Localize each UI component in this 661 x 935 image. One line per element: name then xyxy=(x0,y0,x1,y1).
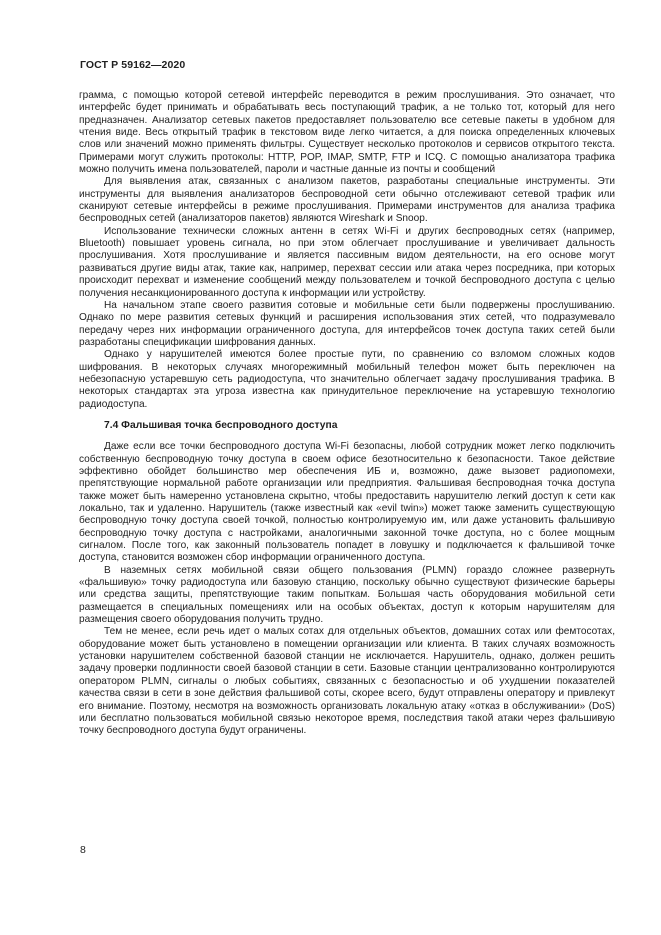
paragraph: Для выявления атак, связанных с анализом пакетов, разработаны специальные инструменты. Эти инструменты для выявления анализаторов беспроводной сети обычно отслеживают сетевой трафик или сканируют сетевые интерфейсы в режиме прослушивания. Примерами инструментов для анализа трафика беспроводных сетей (анализаторов пакетов) являются Wireshark и Snoop. xyxy=(79,176,615,225)
paragraph: Тем не менее, если речь идет о малых сотах для отдельных объектов, домашних сотах или фемтосотах, оборудование может быть установлено в помещении организации или клиента. В таких случаях возможность установки нарушителем собственной базовой станции не исключается. Нарушитель, однако, должен решить задачу проверки подлинности своей базовой станции в сети. Базовые станции централизованно контролируются оператором PLMN, сигналы о любых событиях, связанных с безопасностью и об ухудшении показателей качества связи в сети в зоне действия фальшивой соты, скорее всего, будут отправлены оператору и привлекут его внимание. Поэтому, несмотря на возможность организовать локальную атаку «отказ в обслуживании» (DoS) или бесплатно пользоваться мобильной связью некоторое время, последствия такой атаки через фальшивую точку беспроводного доступа будут ограничены. xyxy=(79,626,615,737)
paragraph: Даже если все точки беспроводного доступа Wi-Fi безопасны, любой сотрудник может легко подключить собственную беспроводную точку доступа в своем офисе безотносительно к безопасности. Такое действие эффективно обойдет большинство мер обеспечения ИБ и, возможно, даже вызовет радиопомехи, препятствующие нормальной работе организации или предприятия. Фальшивая беспроводная точка доступа также может быть намеренно установлена скрытно, чтобы предоставить нарушителю легкий доступ к сети как локально, так и удаленно. Нарушитель (также известный как «evil twin») может также заменить существующую беспроводную точку доступа своей точкой, полностью контролируемую им, или даже установить фальшивую беспроводную точку доступа с настройками, аналогичными законной точке доступа, но с более мощным сигналом. После того, как законный пользователь попадет в ловушку и подключается к фальшивой точке доступа, становится возможен сбор информации ограниченного доступа. xyxy=(79,441,615,564)
main-content xyxy=(79,90,615,738)
page-number: 8 xyxy=(80,844,86,856)
section-heading: 7.4 Фальшивая точка беспроводного доступа xyxy=(104,419,338,431)
paragraph: Однако у нарушителей имеются более простые пути, по сравнению со взломом сложных кодов шифрования. В некоторых случаях многорежимный мобильный телефон может быть переключен на небезопасную устаревшую сеть радиодоступа, что значительно облегчает задачу прослушивания трафика. В некоторых стандартах эта угроза известна как принудительное переключение на устаревшую технологию радиодоступа. xyxy=(79,349,615,410)
paragraph: Использование технически сложных антенн в сетях Wi-Fi и других беспроводных сетях (например, Bluetooth) повышает уровень сигнала, но при этом облегчает прослушивание и увеличивает дальность прослушивания. Хотя прослушивание и является пассивным видом деятельности, на его основе могут развиваться другие виды атак, такие как, например, перехват сессии или атака через посредника, при которых происходит перехват и изменение сообщений между пользователем и точкой беспроводного доступа с целью получения несанкционированного доступа к информации или устройству. xyxy=(79,225,615,299)
paragraph: На начальном этапе своего развития сотовые и мобильные сети были подвержены прослушиванию. Однако по мере развития сетевых функций и расширения использования этих сетей, что подразумевало передачу через них информации ограниченного доступа, для интерфейсов точек доступа таких сетей были разработаны спецификации шифрования данных. xyxy=(79,299,615,348)
standard-header: ГОСТ Р 59162—2020 xyxy=(80,59,186,71)
paragraph-continued: грамма, с помощью которой сетевой интерфейс переводится в режим прослушивания. Это означает, что интерфейс будет принимать и обрабатывать весь поступающий трафик, а не только тот, который для него предназначен. Анализатор сетевых пакетов предоставляет пользователю все сетевые пакеты в удобном для чтения виде. Весь открытый трафик в текстовом виде легко читается, а для поиска определенных ключевых слов или значений можно применять фильтры. Существует несколько протоколов и сервисов открытого текста. Примерами могут служить протоколы: HTTP, POP, IMAP, SMTP, FTP и ICQ. С помощью анализатора трафика можно получить имена пользователей, пароли и частные данные из почты и сообщений xyxy=(79,90,615,176)
paragraph: В наземных сетях мобильной связи общего пользования (PLMN) гораздо сложнее развернуть «фальшивую» точку радиодоступа или базовую станцию, поскольку обычно существуют физические барьеры или средства защиты, препятствующие таким попыткам. Большая часть оборудования мобильной сети размещается в специальных помещениях или на особых объектах, доступ к которым нарушителям для размещения своего оборудования получить трудно. xyxy=(79,564,615,626)
